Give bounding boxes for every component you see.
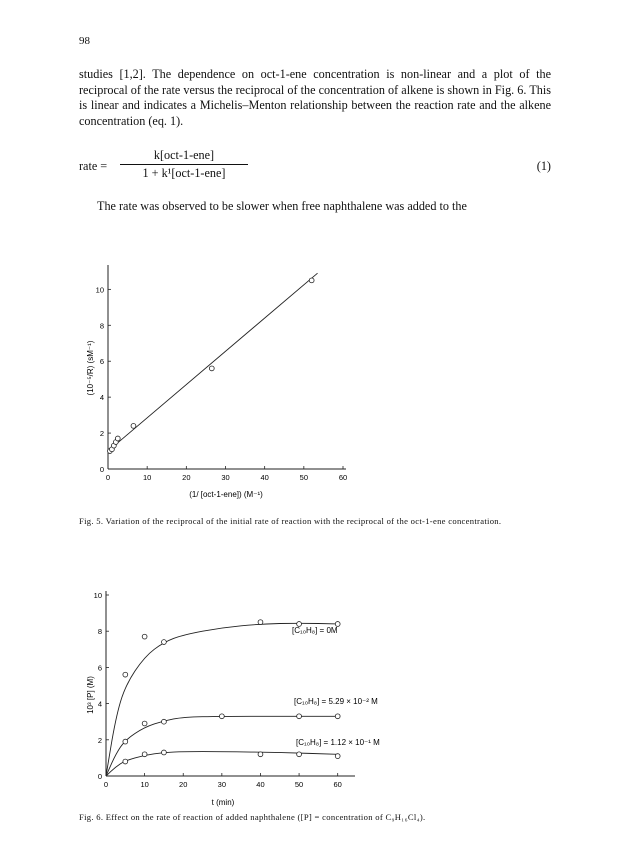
figure-5-caption: Fig. 5. Variation of the reciprocal of the initial rate of reaction with the reciprocal of the oct-1-ene concentration. <box>79 516 502 526</box>
y-tick-label: 6 <box>97 663 102 673</box>
equation-fraction <box>120 148 248 181</box>
x-tick-label: 60 <box>338 473 348 482</box>
data-point <box>142 634 147 639</box>
x-tick-label: 10 <box>140 780 149 789</box>
y-tick-label: 4 <box>99 393 104 403</box>
equation-1 <box>79 148 551 188</box>
x-tick-label: 0 <box>103 780 109 789</box>
body-paragraph-2: The rate was observed to be slower when free naphthalene was added to the <box>97 199 467 213</box>
x-tick-label: 60 <box>333 780 342 789</box>
y-tick-label: 2 <box>99 429 104 439</box>
data-point <box>258 620 263 625</box>
data-point <box>219 714 224 719</box>
data-point <box>162 640 167 645</box>
series-label: [C₁₀H₈] = 0M <box>292 626 338 635</box>
data-point <box>162 719 167 724</box>
figure-5 <box>0 240 624 515</box>
x-axis-label: t (min) <box>211 798 235 807</box>
x-tick-label: 30 <box>221 473 230 482</box>
y-tick-label: 10 <box>93 591 102 600</box>
data-point <box>123 739 128 744</box>
y-tick-label: 0 <box>99 465 104 474</box>
figure-6-chart <box>0 585 624 810</box>
y-tick-label: 0 <box>97 772 102 781</box>
equation-number: (1) <box>536 159 551 173</box>
page-number: 98 <box>79 35 90 47</box>
figure-6 <box>0 585 624 815</box>
figure-6-caption: Fig. 6. Effect on the rate of reaction of added naphthalene ([P] = concentration of C₉H₁₆Cl₄). <box>79 812 426 822</box>
data-point <box>115 436 120 441</box>
y-axis-label: 10³ [P] (M) <box>86 676 95 714</box>
fit-line <box>108 273 318 451</box>
body-paragraph-1: studies [1,2]. The dependence on oct-1-ene concentration is non-linear and a plot of the reciprocal of the rate versus the reciprocal of the concentration of alkene is shown in Fig. 6. This is linear and indicates a Michelis–Menton relationship between the reaction rate and the alkene concentration (eq. 1). <box>79 67 551 128</box>
data-point <box>297 752 302 757</box>
equation-numerator: k[oct-1-ene] <box>153 148 215 162</box>
figure-5-chart <box>0 240 624 510</box>
data-point <box>297 714 302 719</box>
data-point <box>258 752 263 757</box>
x-tick-label: 0 <box>105 473 111 482</box>
x-tick-label: 10 <box>142 473 152 482</box>
x-tick-label: 50 <box>294 780 304 789</box>
y-tick-label: 2 <box>97 735 102 745</box>
data-point <box>142 721 147 726</box>
y-axis-label: (10⁻⁵/R) (sM⁻¹) <box>86 340 95 396</box>
y-tick-label: 4 <box>97 699 102 709</box>
y-tick-label: 10 <box>95 285 104 295</box>
data-point <box>123 759 128 764</box>
x-tick-label: 40 <box>260 473 269 482</box>
data-point <box>131 423 136 428</box>
data-point <box>335 714 340 719</box>
equation-denominator: 1 + k¹[oct-1-ene] <box>142 166 226 180</box>
data-point <box>209 366 214 371</box>
y-tick-label: 8 <box>97 627 102 637</box>
data-point <box>309 278 314 283</box>
x-axis-label: (1/ [oct-1-ene]) (M⁻¹) <box>189 490 263 499</box>
y-tick-label: 8 <box>99 321 104 331</box>
data-point <box>162 750 167 755</box>
x-tick-label: 30 <box>217 780 227 789</box>
series-curve <box>106 752 338 776</box>
x-tick-label: 20 <box>179 780 188 789</box>
data-point <box>123 672 128 677</box>
series-label: [C₁₀H₈] = 5.29 × 10⁻² M <box>294 697 378 706</box>
y-tick-label: 6 <box>99 357 104 367</box>
x-tick-label: 20 <box>182 473 191 482</box>
fraction-bar <box>120 164 248 165</box>
x-tick-label: 50 <box>299 473 309 482</box>
data-point <box>142 752 147 757</box>
equation-lhs: rate = <box>79 159 108 173</box>
x-tick-label: 40 <box>256 780 265 789</box>
data-point <box>335 754 340 759</box>
series-label: [C₁₀H₈] = 1.12 × 10⁻¹ M <box>296 738 380 747</box>
